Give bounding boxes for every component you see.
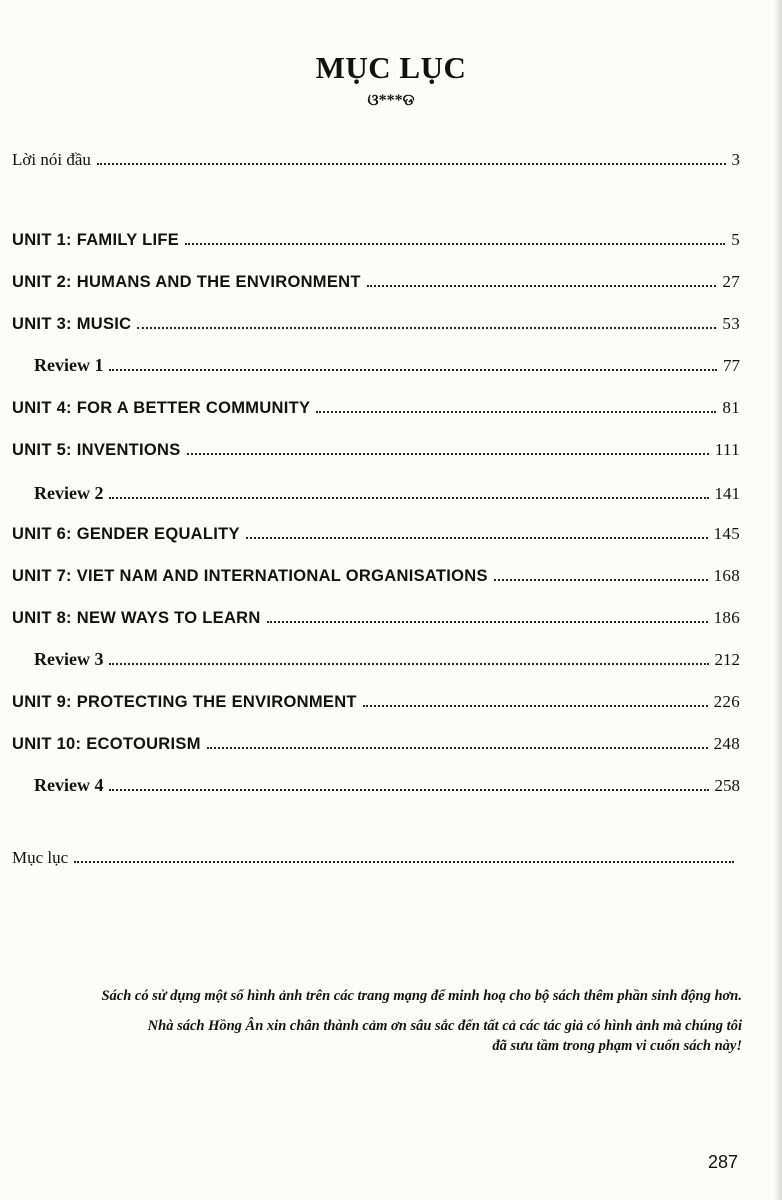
toc-entry-label: Review 2 — [34, 483, 104, 503]
toc-entry-label: UNIT 10: ECOTOURISM — [12, 735, 201, 753]
toc-entry-label: UNIT 1: FAMILY LIFE — [12, 231, 180, 249]
book-spine-shadow — [774, 0, 782, 1200]
toc-leader-dots — [367, 284, 717, 287]
toc-entry-label: Review 4 — [34, 775, 104, 795]
toc-entry[interactable] — [12, 434, 740, 460]
toc-entry-label: UNIT 7: VIET NAM AND INTERNATIONAL ORGANISATIONS — [12, 567, 488, 585]
toc-entry-page: 168 — [713, 566, 740, 585]
toc-leader-dots — [109, 788, 708, 791]
toc-leader-dots — [74, 860, 734, 863]
toc-entry[interactable] — [12, 308, 740, 334]
toc-leader-dots — [109, 368, 717, 371]
toc-entry-page: 27 — [722, 272, 740, 291]
toc-entry-label: UNIT 2: HUMANS AND THE ENVIRONMENT — [12, 273, 361, 291]
toc-entry-page: 3 — [731, 150, 740, 169]
toc-entry-page: 226 — [713, 692, 740, 711]
toc-entry[interactable] — [12, 518, 740, 544]
toc-leader-dots — [267, 620, 708, 623]
toc-leader-dots — [109, 662, 708, 665]
toc-entry-page: 186 — [713, 608, 740, 627]
toc-entry-page: 212 — [714, 650, 740, 669]
toc-leader-dots — [246, 536, 708, 539]
note-line-2: Nhà sách Hồng Ân xin chân thành cảm ơn sâu sắc đến tất cả các tác giả có hình ảnh mà chúng tôi — [147, 1018, 742, 1034]
toc-leader-dots — [185, 242, 725, 245]
toc-entry[interactable] — [12, 478, 740, 504]
toc-entry-page: 258 — [714, 776, 740, 795]
toc-leader-dots — [187, 452, 709, 455]
toc-entry[interactable] — [12, 686, 740, 712]
toc-entry-label: Review 3 — [34, 649, 104, 669]
toc-entry-label: UNIT 5: INVENTIONS — [12, 441, 181, 459]
toc-entry-page: 81 — [722, 398, 740, 417]
toc-entry-label: UNIT 4: FOR A BETTER COMMUNITY — [12, 399, 311, 417]
toc-entry[interactable] — [12, 560, 740, 586]
title-ornament: ଓ***ଡ — [367, 92, 415, 109]
toc-leader-dots — [137, 326, 716, 329]
toc-entry-page: 145 — [713, 524, 740, 543]
note-line-3: đã sưu tầm trong phạm vi cuốn sách này! — [492, 1038, 742, 1054]
toc-entry[interactable] — [12, 644, 740, 670]
toc-entry[interactable] — [12, 728, 740, 754]
toc-entry[interactable] — [12, 602, 740, 628]
toc-entry[interactable] — [12, 842, 740, 868]
toc-leader-dots — [109, 496, 708, 499]
toc-entry[interactable] — [12, 266, 740, 292]
toc-entry-label: Lời nói đầu — [12, 150, 91, 169]
toc-leader-dots — [494, 578, 708, 581]
toc-entry[interactable] — [12, 770, 740, 796]
toc-entry-page: 248 — [713, 734, 740, 753]
toc-leader-dots — [316, 410, 716, 413]
toc-entry-page: 141 — [714, 484, 740, 503]
toc-entry-label: Mục lục — [12, 848, 69, 867]
page-title: MỤC LỤC — [315, 50, 467, 85]
toc-entry-page: 77 — [723, 356, 740, 375]
toc-entry[interactable] — [12, 224, 740, 250]
toc-entry-label: UNIT 9: PROTECTING THE ENVIRONMENT — [12, 693, 357, 711]
page-number: 287 — [707, 1152, 738, 1172]
toc-entry[interactable] — [12, 350, 740, 376]
toc-entry-label: UNIT 8: NEW WAYS TO LEARN — [12, 609, 261, 627]
toc-entry-page: 5 — [731, 230, 740, 249]
toc-entry-label: UNIT 6: GENDER EQUALITY — [12, 525, 240, 543]
toc-entry-page: 53 — [722, 314, 740, 333]
toc-entry[interactable] — [12, 392, 740, 418]
toc-entry-page: 111 — [714, 440, 740, 459]
toc-entry[interactable] — [12, 144, 740, 170]
note-line-1: Sách có sử dụng một số hình ảnh trên các trang mạng để minh hoạ cho bộ sách thêm phần sinh động hơn. — [101, 988, 742, 1004]
toc-entry-label: UNIT 3: MUSIC — [12, 315, 132, 333]
toc-leader-dots — [207, 746, 708, 749]
toc-leader-dots — [363, 704, 708, 707]
toc-leader-dots — [97, 162, 726, 165]
toc-entry-label: Review 1 — [34, 355, 104, 375]
